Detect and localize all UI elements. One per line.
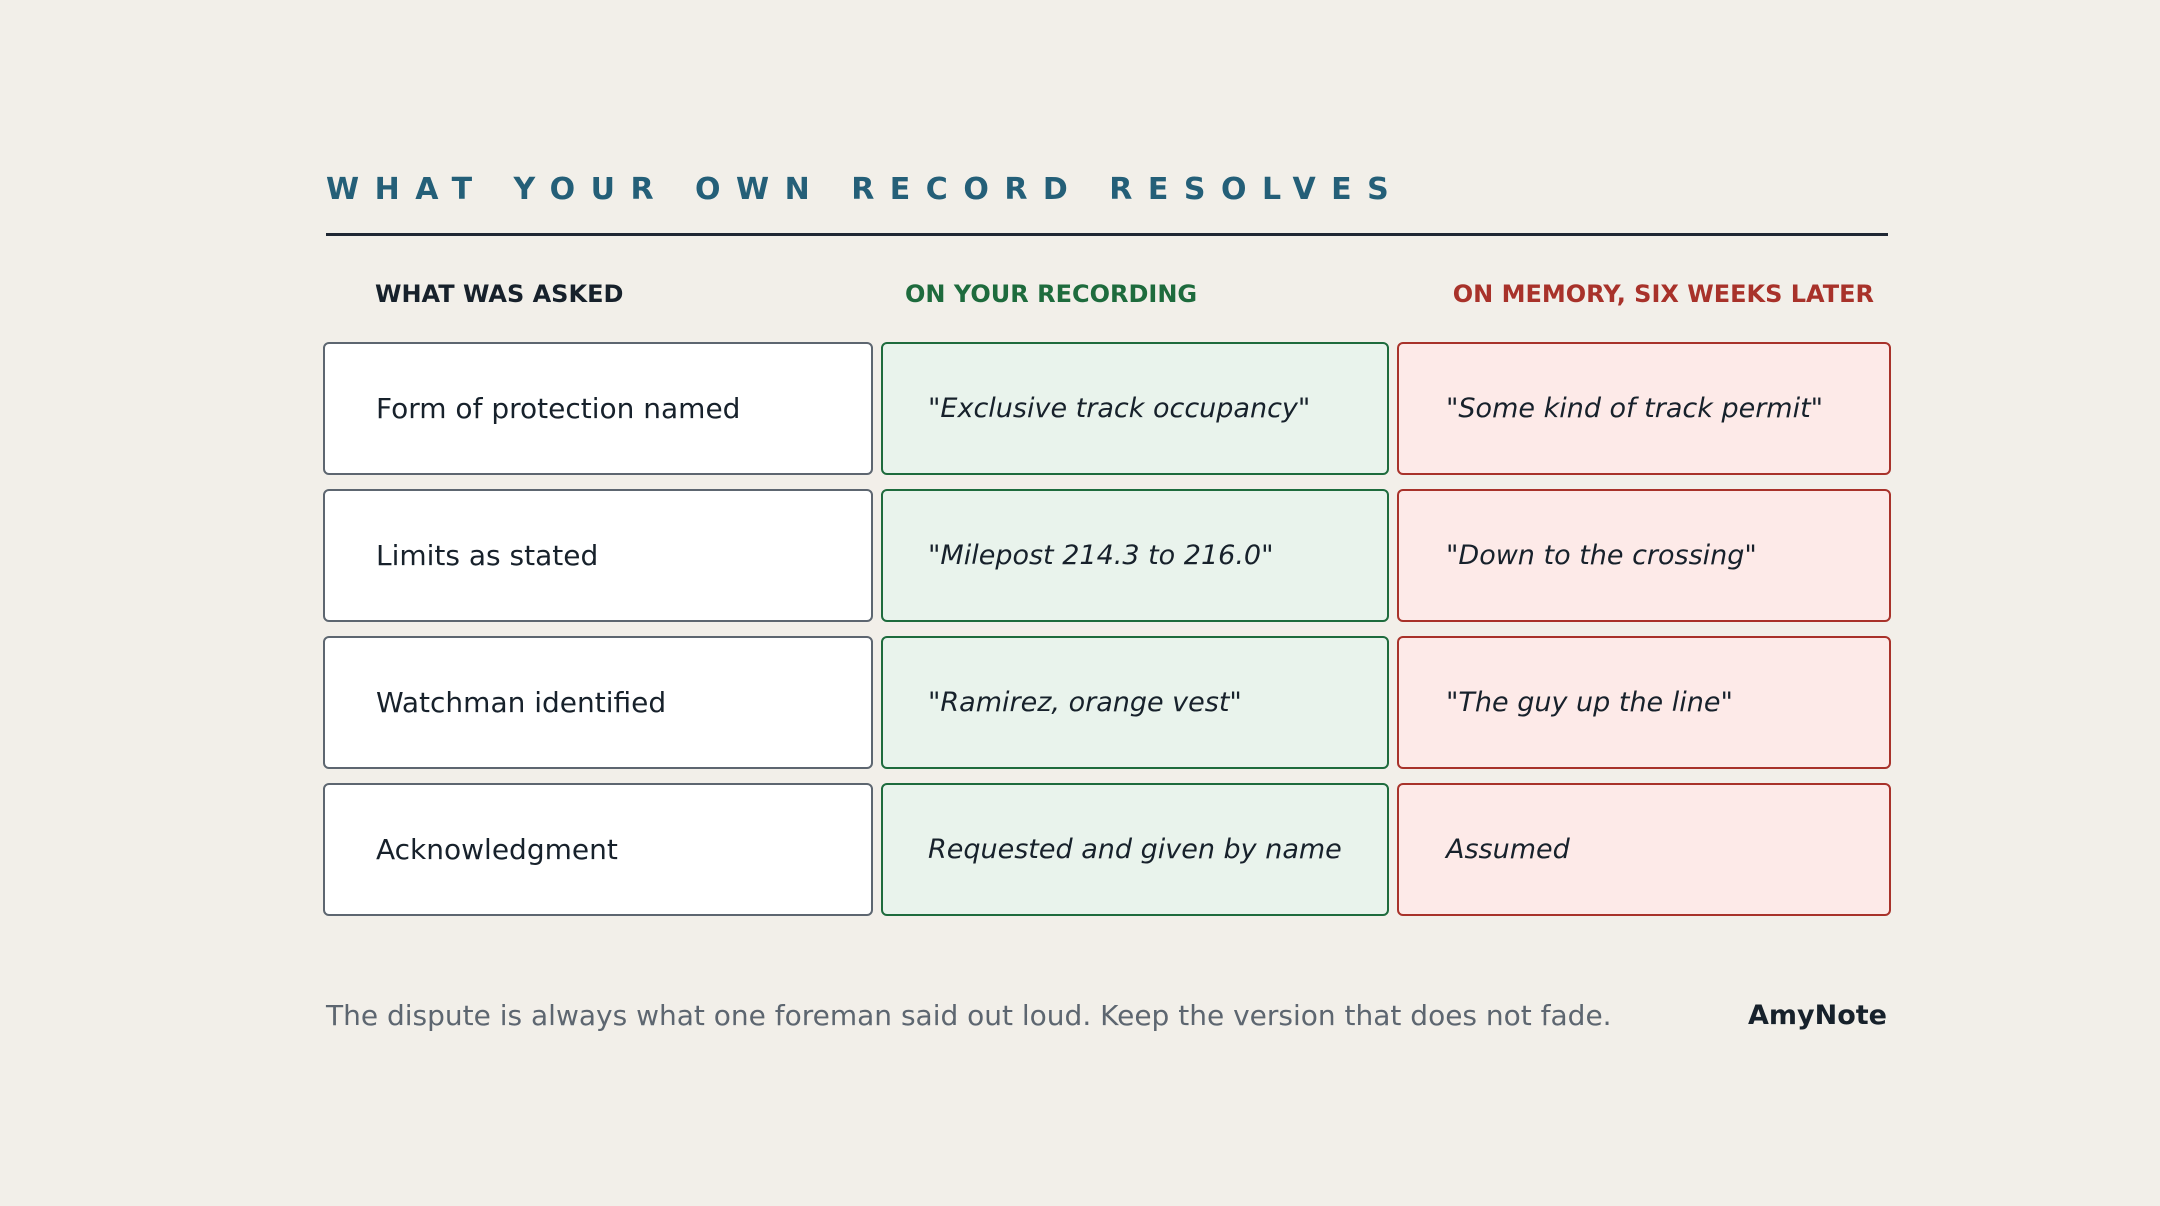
column-header-on-memory: ON MEMORY, SIX WEEKS LATER — [1452, 280, 1874, 308]
recording-text: "Exclusive track occupancy" — [928, 393, 1311, 424]
memory-cell — [1397, 783, 1891, 916]
asked-text: Limits as stated — [376, 538, 599, 572]
memory-cell — [1397, 636, 1891, 769]
recording-cell — [881, 342, 1389, 475]
memory-text: "Down to the crossing" — [1446, 540, 1757, 571]
recording-text: Requested and given by name — [928, 834, 1342, 865]
asked-text: Acknowledgment — [376, 832, 618, 866]
recording-text: "Ramirez, orange vest" — [928, 687, 1242, 718]
column-header-what-was-asked: WHAT WAS ASKED — [375, 280, 624, 308]
asked-cell — [323, 342, 873, 475]
column-header-on-your-recording: ON YOUR RECORDING — [905, 280, 1198, 308]
asked-cell — [323, 636, 873, 769]
recording-cell — [881, 636, 1389, 769]
brand-name: AmyNote — [1748, 1000, 1887, 1031]
asked-text: Form of protection named — [376, 391, 741, 425]
asked-cell — [323, 783, 873, 916]
page-title: WHAT YOUR OWN RECORD RESOLVES — [326, 172, 1405, 207]
memory-cell — [1397, 342, 1891, 475]
recording-cell — [881, 489, 1389, 622]
memory-text: Assumed — [1446, 834, 1570, 865]
memory-cell — [1397, 489, 1891, 622]
recording-cell — [881, 783, 1389, 916]
footer-caption: The dispute is always what one foreman said out loud. Keep the version that does not fade. — [326, 999, 1612, 1032]
asked-text: Watchman identified — [376, 685, 667, 719]
memory-text: "Some kind of track permit" — [1446, 393, 1824, 424]
asked-cell — [323, 489, 873, 622]
title-divider — [326, 233, 1888, 236]
recording-text: "Milepost 214.3 to 216.0" — [928, 540, 1274, 571]
memory-text: "The guy up the line" — [1446, 687, 1733, 718]
